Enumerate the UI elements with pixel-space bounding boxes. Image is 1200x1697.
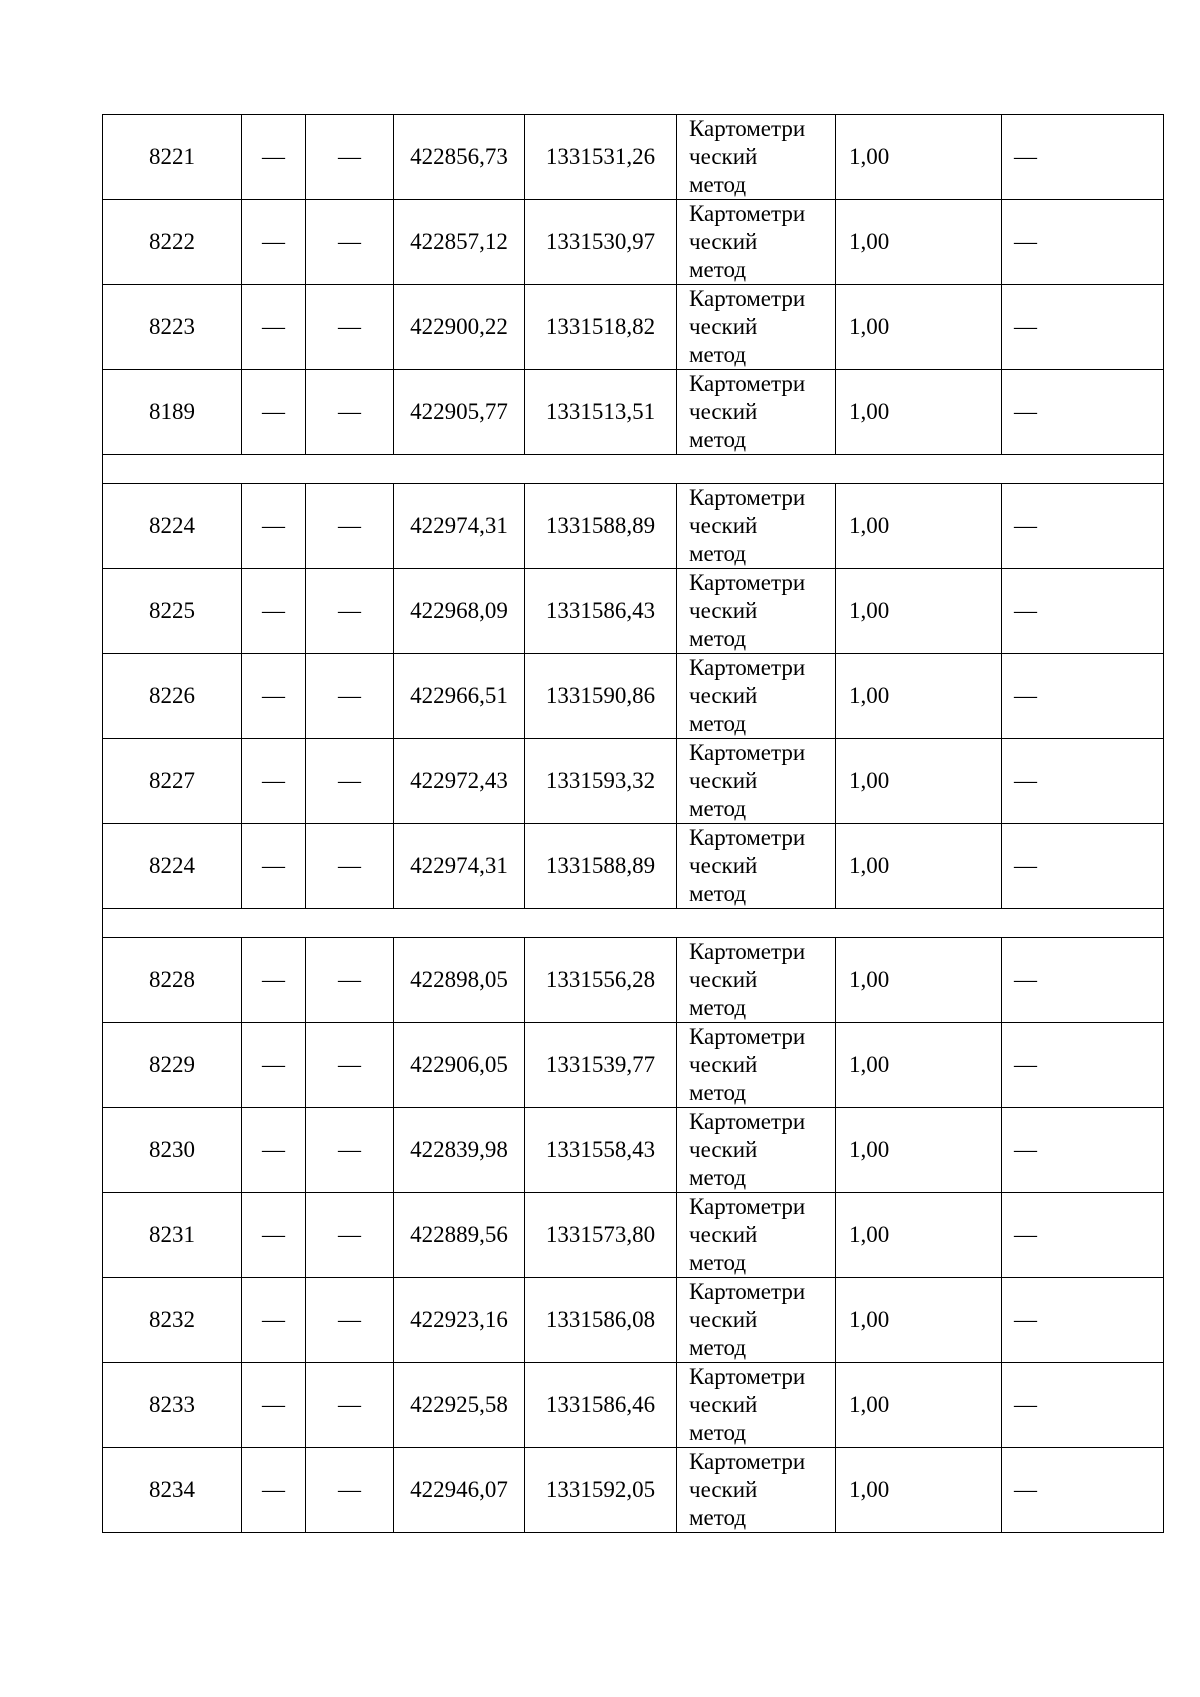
x-coordinate-cell: 422839,98 xyxy=(394,1108,525,1193)
x-coordinate-cell: 422900,22 xyxy=(394,285,525,370)
method-cell xyxy=(677,1108,836,1193)
method-line: ческий xyxy=(689,1222,758,1247)
dash-cell: — xyxy=(242,1448,306,1533)
accuracy-cell: 1,00 xyxy=(836,1278,1002,1363)
x-coordinate-cell: 422972,43 xyxy=(394,739,525,824)
method-cell xyxy=(677,1448,836,1533)
method-line: ческий xyxy=(689,768,758,793)
accuracy-cell: 1,00 xyxy=(836,1108,1002,1193)
table-row xyxy=(103,824,1164,909)
accuracy-cell: 1,00 xyxy=(836,484,1002,569)
method-line: метод xyxy=(689,1080,747,1105)
method-line: ческий xyxy=(689,1392,758,1417)
x-coordinate-cell: 422905,77 xyxy=(394,370,525,455)
y-coordinate-cell: 1331513,51 xyxy=(525,370,677,455)
x-coordinate-cell: 422974,31 xyxy=(394,824,525,909)
y-coordinate-cell: 1331518,82 xyxy=(525,285,677,370)
method-cell xyxy=(677,938,836,1023)
table-separator-row xyxy=(103,909,1164,938)
method-cell xyxy=(677,824,836,909)
method-line: метод xyxy=(689,995,747,1020)
point-number-cell: 8225 xyxy=(103,569,242,654)
y-coordinate-cell: 1331531,26 xyxy=(525,115,677,200)
accuracy-cell: 1,00 xyxy=(836,1448,1002,1533)
dash-cell: — xyxy=(242,1278,306,1363)
accuracy-cell: 1,00 xyxy=(836,200,1002,285)
dash-cell: — xyxy=(306,1278,394,1363)
method-line: Картометри xyxy=(689,939,806,964)
x-coordinate-cell: 422856,73 xyxy=(394,115,525,200)
method-line: ческий xyxy=(689,853,758,878)
method-line: ческий xyxy=(689,229,758,254)
y-coordinate-cell: 1331588,89 xyxy=(525,484,677,569)
accuracy-cell: 1,00 xyxy=(836,938,1002,1023)
table-row xyxy=(103,370,1164,455)
method-line: ческий xyxy=(689,1477,758,1502)
table-row xyxy=(103,1193,1164,1278)
table-separator-row xyxy=(103,455,1164,484)
dash-cell: — xyxy=(242,115,306,200)
table-row xyxy=(103,200,1164,285)
table-row xyxy=(103,569,1164,654)
note-cell: — xyxy=(1002,569,1164,654)
method-line: Картометри xyxy=(689,1279,806,1304)
dash-cell: — xyxy=(242,370,306,455)
dash-cell: — xyxy=(242,824,306,909)
dash-cell: — xyxy=(242,1363,306,1448)
method-line: Картометри xyxy=(689,570,806,595)
method-cell xyxy=(677,115,836,200)
dash-cell: — xyxy=(242,1193,306,1278)
note-cell: — xyxy=(1002,1023,1164,1108)
method-line: метод xyxy=(689,172,747,197)
table-body xyxy=(103,115,1164,1533)
method-line: Картометри xyxy=(689,1449,806,1474)
table-row xyxy=(103,739,1164,824)
y-coordinate-cell: 1331586,46 xyxy=(525,1363,677,1448)
dash-cell: — xyxy=(306,1023,394,1108)
dash-cell: — xyxy=(306,1363,394,1448)
note-cell: — xyxy=(1002,1448,1164,1533)
point-number-cell: 8233 xyxy=(103,1363,242,1448)
method-line: Картометри xyxy=(689,825,806,850)
dash-cell: — xyxy=(306,824,394,909)
note-cell: — xyxy=(1002,115,1164,200)
method-cell xyxy=(677,569,836,654)
method-line: ческий xyxy=(689,399,758,424)
y-coordinate-cell: 1331530,97 xyxy=(525,200,677,285)
method-line: Картометри xyxy=(689,201,806,226)
x-coordinate-cell: 422889,56 xyxy=(394,1193,525,1278)
y-coordinate-cell: 1331556,28 xyxy=(525,938,677,1023)
method-line: метод xyxy=(689,626,747,651)
dash-cell: — xyxy=(306,654,394,739)
note-cell: — xyxy=(1002,1278,1164,1363)
method-line: ческий xyxy=(689,314,758,339)
x-coordinate-cell: 422906,05 xyxy=(394,1023,525,1108)
y-coordinate-cell: 1331573,80 xyxy=(525,1193,677,1278)
table-row xyxy=(103,938,1164,1023)
accuracy-cell: 1,00 xyxy=(836,1193,1002,1278)
dash-cell: — xyxy=(242,654,306,739)
method-line: метод xyxy=(689,711,747,736)
method-cell xyxy=(677,1278,836,1363)
method-line: ческий xyxy=(689,683,758,708)
point-number-cell: 8224 xyxy=(103,484,242,569)
table-row xyxy=(103,1108,1164,1193)
note-cell: — xyxy=(1002,370,1164,455)
x-coordinate-cell: 422946,07 xyxy=(394,1448,525,1533)
method-cell xyxy=(677,370,836,455)
method-line: метод xyxy=(689,796,747,821)
separator-cell xyxy=(103,909,1164,938)
dash-cell: — xyxy=(306,285,394,370)
accuracy-cell: 1,00 xyxy=(836,370,1002,455)
accuracy-cell: 1,00 xyxy=(836,569,1002,654)
table-row xyxy=(103,1278,1164,1363)
x-coordinate-cell: 422923,16 xyxy=(394,1278,525,1363)
method-cell xyxy=(677,1023,836,1108)
method-line: метод xyxy=(689,257,747,282)
dash-cell: — xyxy=(306,484,394,569)
note-cell: — xyxy=(1002,1193,1164,1278)
table-row xyxy=(103,285,1164,370)
method-line: метод xyxy=(689,1250,747,1275)
table-row xyxy=(103,1448,1164,1533)
dash-cell: — xyxy=(306,569,394,654)
note-cell: — xyxy=(1002,1108,1164,1193)
x-coordinate-cell: 422974,31 xyxy=(394,484,525,569)
method-line: ческий xyxy=(689,513,758,538)
method-line: ческий xyxy=(689,967,758,992)
method-cell xyxy=(677,739,836,824)
y-coordinate-cell: 1331590,86 xyxy=(525,654,677,739)
point-number-cell: 8189 xyxy=(103,370,242,455)
method-line: метод xyxy=(689,881,747,906)
dash-cell: — xyxy=(242,569,306,654)
method-cell xyxy=(677,1363,836,1448)
accuracy-cell: 1,00 xyxy=(836,1023,1002,1108)
y-coordinate-cell: 1331593,32 xyxy=(525,739,677,824)
dash-cell: — xyxy=(306,1193,394,1278)
point-number-cell: 8221 xyxy=(103,115,242,200)
note-cell: — xyxy=(1002,1363,1164,1448)
note-cell: — xyxy=(1002,938,1164,1023)
note-cell: — xyxy=(1002,654,1164,739)
dash-cell: — xyxy=(306,1448,394,1533)
method-line: Картометри xyxy=(689,1024,806,1049)
table-row xyxy=(103,1363,1164,1448)
method-line: Картометри xyxy=(689,116,806,141)
table-row xyxy=(103,654,1164,739)
method-line: ческий xyxy=(689,598,758,623)
note-cell: — xyxy=(1002,285,1164,370)
method-line: метод xyxy=(689,427,747,452)
y-coordinate-cell: 1331586,08 xyxy=(525,1278,677,1363)
y-coordinate-cell: 1331592,05 xyxy=(525,1448,677,1533)
method-cell xyxy=(677,1193,836,1278)
dash-cell: — xyxy=(242,938,306,1023)
note-cell: — xyxy=(1002,484,1164,569)
dash-cell: — xyxy=(242,200,306,285)
method-cell xyxy=(677,200,836,285)
y-coordinate-cell: 1331586,43 xyxy=(525,569,677,654)
y-coordinate-cell: 1331539,77 xyxy=(525,1023,677,1108)
method-line: Картометри xyxy=(689,1364,806,1389)
separator-cell xyxy=(103,455,1164,484)
accuracy-cell: 1,00 xyxy=(836,824,1002,909)
coordinates-table xyxy=(102,114,1164,1533)
method-cell xyxy=(677,285,836,370)
dash-cell: — xyxy=(242,1023,306,1108)
point-number-cell: 8228 xyxy=(103,938,242,1023)
note-cell: — xyxy=(1002,739,1164,824)
method-line: ческий xyxy=(689,1052,758,1077)
method-line: Картометри xyxy=(689,485,806,510)
method-line: Картометри xyxy=(689,1109,806,1134)
method-line: метод xyxy=(689,1335,747,1360)
x-coordinate-cell: 422898,05 xyxy=(394,938,525,1023)
x-coordinate-cell: 422966,51 xyxy=(394,654,525,739)
y-coordinate-cell: 1331588,89 xyxy=(525,824,677,909)
method-line: ческий xyxy=(689,1307,758,1332)
point-number-cell: 8231 xyxy=(103,1193,242,1278)
x-coordinate-cell: 422925,58 xyxy=(394,1363,525,1448)
accuracy-cell: 1,00 xyxy=(836,1363,1002,1448)
note-cell: — xyxy=(1002,824,1164,909)
table-row xyxy=(103,1023,1164,1108)
method-line: Картометри xyxy=(689,655,806,680)
dash-cell: — xyxy=(242,1108,306,1193)
dash-cell: — xyxy=(306,938,394,1023)
dash-cell: — xyxy=(242,484,306,569)
method-line: метод xyxy=(689,1505,747,1530)
method-cell xyxy=(677,654,836,739)
method-line: метод xyxy=(689,342,747,367)
point-number-cell: 8223 xyxy=(103,285,242,370)
table-row xyxy=(103,484,1164,569)
method-line: Картометри xyxy=(689,740,806,765)
dash-cell: — xyxy=(242,739,306,824)
accuracy-cell: 1,00 xyxy=(836,654,1002,739)
dash-cell: — xyxy=(242,285,306,370)
method-line: метод xyxy=(689,1165,747,1190)
method-line: Картометри xyxy=(689,371,806,396)
point-number-cell: 8227 xyxy=(103,739,242,824)
dash-cell: — xyxy=(306,200,394,285)
point-number-cell: 8234 xyxy=(103,1448,242,1533)
x-coordinate-cell: 422968,09 xyxy=(394,569,525,654)
point-number-cell: 8229 xyxy=(103,1023,242,1108)
method-cell xyxy=(677,484,836,569)
point-number-cell: 8226 xyxy=(103,654,242,739)
point-number-cell: 8222 xyxy=(103,200,242,285)
dash-cell: — xyxy=(306,115,394,200)
method-line: метод xyxy=(689,1420,747,1445)
method-line: метод xyxy=(689,541,747,566)
dash-cell: — xyxy=(306,1108,394,1193)
method-line: ческий xyxy=(689,144,758,169)
method-line: ческий xyxy=(689,1137,758,1162)
method-line: Картометри xyxy=(689,1194,806,1219)
table-row xyxy=(103,115,1164,200)
accuracy-cell: 1,00 xyxy=(836,115,1002,200)
point-number-cell: 8224 xyxy=(103,824,242,909)
note-cell: — xyxy=(1002,200,1164,285)
dash-cell: — xyxy=(306,370,394,455)
method-line: Картометри xyxy=(689,286,806,311)
point-number-cell: 8230 xyxy=(103,1108,242,1193)
x-coordinate-cell: 422857,12 xyxy=(394,200,525,285)
accuracy-cell: 1,00 xyxy=(836,285,1002,370)
accuracy-cell: 1,00 xyxy=(836,739,1002,824)
dash-cell: — xyxy=(306,739,394,824)
y-coordinate-cell: 1331558,43 xyxy=(525,1108,677,1193)
point-number-cell: 8232 xyxy=(103,1278,242,1363)
